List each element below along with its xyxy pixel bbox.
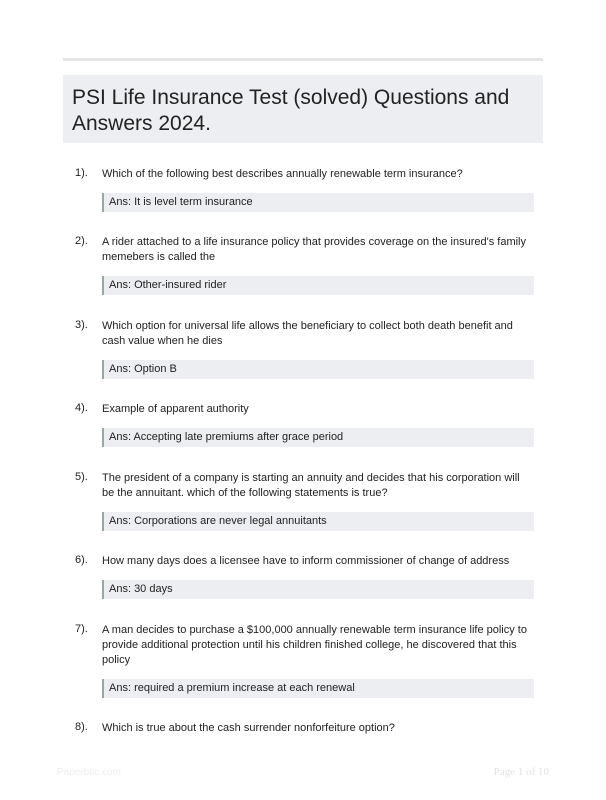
page-indicator: Page 1 of 10 (493, 766, 549, 778)
answer-box: Ans: Option B (102, 360, 534, 379)
answer-box: Ans: Accepting late premiums after grace period (102, 428, 534, 447)
title-banner (63, 75, 543, 143)
question-number: 2). (75, 235, 88, 247)
question-number: 7). (75, 623, 88, 635)
question-number: 8). (75, 721, 88, 733)
question-text: A man decides to purchase a $100,000 annually renewable term insurance life policy to provide additional protection until his children finished college, he discovered that this policy (102, 624, 527, 666)
question-number: 1). (75, 167, 88, 179)
page-title: PSI Life Insurance Test (solved) Questions and Answers 2024. (72, 86, 510, 135)
footer-watermark: Paperbtic.com (57, 767, 121, 778)
question-number: 6). (75, 554, 88, 566)
answer-box: Ans: Corporations are never legal annuitants (102, 512, 534, 531)
question-number: 3). (75, 319, 88, 331)
question-text: The president of a company is starting an annuity and decides that his corporation will be the annuitant. which of the following statements is true? (102, 472, 520, 499)
question-text: Which is true about the cash surrender nonforfeiture option? (102, 722, 395, 734)
question-number: 5). (75, 471, 88, 483)
question-text: Which of the following best describes annually renewable term insurance? (102, 168, 463, 180)
question-text: How many days does a licensee have to inform commissioner of change of address (102, 555, 510, 567)
question-number: 4). (75, 402, 88, 414)
answer-box: Ans: required a premium increase at each renewal (102, 679, 534, 698)
question-text: Which option for universal life allows the beneficiary to collect both death benefit and cash value when he dies (102, 320, 513, 347)
question-text: A rider attached to a life insurance policy that provides coverage on the insured's family memebers is called the (102, 236, 526, 263)
answer-box: Ans: 30 days (102, 580, 534, 599)
question-text: Example of apparent authority (102, 403, 249, 415)
answer-box: Ans: Other-insured rider (102, 276, 534, 295)
top-divider (63, 58, 543, 61)
answer-box: Ans: It is level term insurance (102, 193, 534, 212)
